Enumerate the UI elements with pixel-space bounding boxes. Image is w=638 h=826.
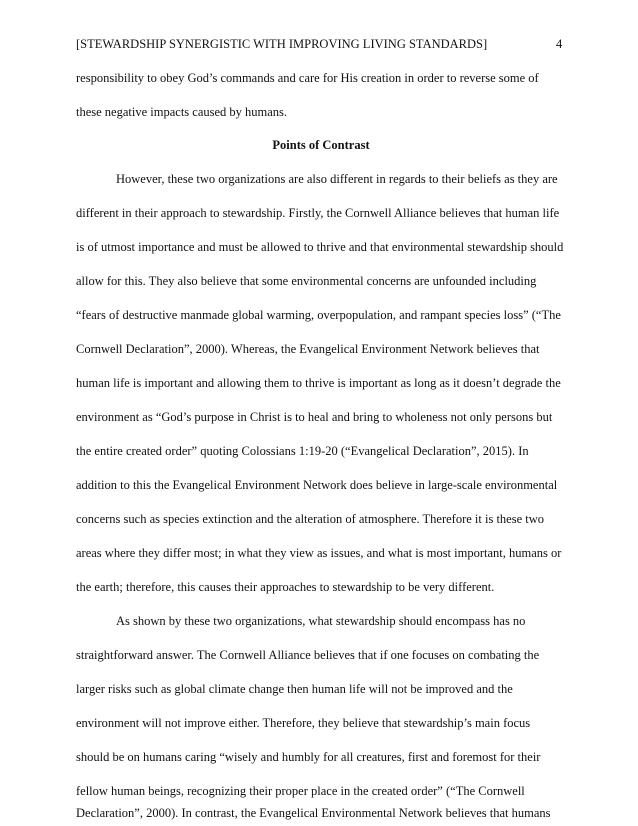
running-head: [STEWARDSHIP SYNERGISTIC WITH IMPROVING LIVING STANDARDS] [76, 37, 488, 51]
body-line: the entire created order” quoting Colossians 1:19-20 (“Evangelical Declaration”, 2015). In [76, 444, 529, 458]
body-line: these negative impacts caused by humans. [76, 105, 288, 119]
body-line: “fears of destructive manmade global warming, overpopulation, and rampant species loss” (“The [76, 308, 561, 322]
body-line: human life is important and allowing them to thrive is important as long as it doesn’t degrade the [76, 376, 561, 390]
body-line: should be on humans caring “wisely and humbly for all creatures, first and foremost for their [76, 750, 541, 764]
body-line: Cornwell Declaration”, 2000). Whereas, the Evangelical Environment Network believes that [76, 342, 540, 356]
body-line: However, these two organizations are also different in regards to their beliefs as they are [116, 172, 558, 186]
body-line: straightforward answer. The Cornwell Alliance believes that if one focuses on combating the [76, 648, 540, 662]
body-line: concerns such as species extinction and the alteration of atmosphere. Therefore it is these two [76, 512, 545, 526]
body-line: environment will not improve either. Therefore, they believe that stewardship’s main focus [76, 716, 531, 730]
body-line: responsibility to obey God’s commands and care for His creation in order to reverse some of [76, 71, 539, 85]
page-number: 4 [556, 37, 563, 51]
body-line: fellow human beings, recognizing their proper place in the created order” (“The Cornwell [76, 784, 525, 798]
body-line: different in their approach to stewardship. Firstly, the Cornwell Alliance believes that human life [76, 206, 560, 220]
body-line: is of utmost importance and must be allowed to thrive and that environmental stewardship should [76, 240, 564, 254]
body-line: As shown by these two organizations, what stewardship should encompass has no [116, 614, 526, 628]
body-line: allow for this. They also believe that some environmental concerns are unfounded including [76, 274, 537, 288]
body-line: the earth; therefore, this causes their approaches to stewardship to be very different. [76, 580, 495, 594]
section-heading: Points of Contrast [272, 138, 370, 152]
body-line: larger risks such as global climate change then human life will not be improved and the [76, 682, 513, 696]
body-line: Declaration”, 2000). In contrast, the Evangelical Environmental Network believes that humans [76, 806, 551, 820]
body-line: areas where they differ most; in what they view as issues, and what is most important, humans or [76, 546, 562, 560]
body-line: addition to this the Evangelical Environment Network does believe in large-scale environmental [76, 478, 558, 492]
body-line: environment as “God’s purpose in Christ is to heal and bring to wholeness not only persons but [76, 410, 553, 424]
